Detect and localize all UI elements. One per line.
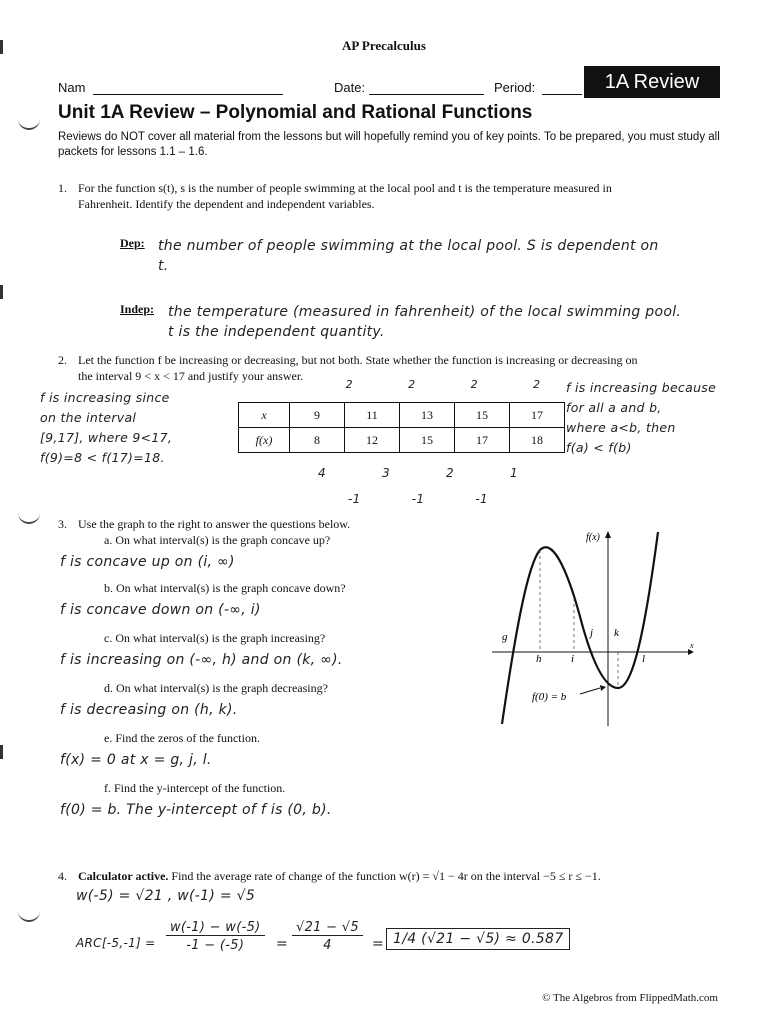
q1-prompt-line1: For the function s(t), s is the number of people swimming at the local pool and t is the temperature measured in: [78, 181, 612, 195]
equals-sign: =: [276, 936, 289, 952]
q3-part-question: [104, 730, 524, 746]
note-line: f(9)=8 < f(17)=18.: [40, 450, 165, 465]
q1-indep-answer-line1: the temperature (measured in fahrenheit) of the local swimming pool.: [168, 304, 682, 320]
fraction-denominator: -1 − (-5): [186, 938, 245, 953]
q3-part: [60, 780, 524, 830]
part-question-text: Find the y-intercept of the function.: [114, 781, 286, 795]
table-row: [239, 403, 565, 428]
date-label: Date:: [334, 80, 366, 95]
part-question-text: On what interval(s) is the graph concave up?: [115, 533, 331, 547]
margin-curl: [18, 512, 40, 524]
q2-first-differences: [318, 466, 518, 480]
note-line: f(a) < f(b): [566, 440, 632, 455]
margin-curl: [18, 910, 40, 922]
q4-work-values: w(-5) = √21 , w(-1) = √5: [76, 888, 256, 904]
note-line: where a<b, then: [566, 420, 676, 435]
q1-dep-answer-line2: t.: [158, 258, 169, 274]
q3-graph: [482, 528, 698, 733]
part-letter: a.: [104, 533, 113, 547]
q2-prompt-line1: Let the function f be increasing or decreasing, but not both. State whether the function is increasing or decreasing on: [78, 353, 638, 367]
note-line: for all a and b,: [566, 400, 662, 415]
part-question-text: On what interval(s) is the graph increasing?: [115, 631, 326, 645]
q3-part-answer: f(0) = b. The y-intercept of f is (0, b).: [60, 802, 332, 818]
note-line: [9,17], where 9<17,: [40, 430, 173, 445]
first-diff: 1: [510, 466, 518, 480]
intro-text: Reviews do NOT cover all material from the lessons but will hopefully remind you of key points. To be prepared, you must study all packets for lessons 1.1 – 1.6.: [58, 131, 720, 158]
table-cell: 15: [400, 428, 455, 453]
k-label: k: [614, 627, 619, 639]
date-field: [334, 80, 484, 95]
q3-prompt: Use the graph to the right to answer the questions below.: [78, 517, 351, 531]
q1-indep-answer-line2: t is the independent quantity.: [168, 324, 385, 340]
q1-prompt-line2: Fahrenheit. Identify the dependent and independent variables.: [78, 197, 375, 211]
h-label: h: [536, 653, 542, 665]
q4-prompt-text: Find the average rate of change of the function w(r) = √1 − 4r on the interval −5 ≤ r ≤ −1.: [171, 869, 601, 883]
table-cell: 13: [400, 403, 455, 428]
q3-part-question: [104, 630, 524, 646]
y-axis-label: f(x): [586, 532, 600, 543]
name-field: [58, 80, 283, 95]
part-question-text: On what interval(s) is the graph concave down?: [116, 581, 346, 595]
q4-boxed-answer: 1/4 (√21 − √5) ≈ 0.587: [386, 928, 570, 950]
q4-number: 4.: [58, 869, 67, 883]
q2-number: 2.: [58, 353, 67, 367]
fraction-numerator: √21 − √5: [292, 920, 363, 936]
intercept-arrow: [580, 688, 600, 694]
q1-indep-label: Indep:: [120, 302, 155, 316]
scan-margin-mark: [0, 745, 3, 759]
q3-part-question: [104, 532, 524, 548]
name-label: Nam: [58, 80, 86, 95]
x-diff: 2: [408, 378, 416, 391]
q3-number: 3.: [58, 517, 67, 531]
first-diff: 3: [382, 466, 390, 480]
period-field: [494, 80, 582, 95]
q1-prompt: [78, 180, 728, 212]
x-diff: 2: [533, 378, 541, 391]
q1-dep-label: Dep:: [120, 236, 145, 250]
note-line: f is increasing since: [40, 390, 170, 405]
q3-part-question: [104, 780, 524, 796]
q3-part-question: [104, 580, 524, 596]
review-badge: 1A Review: [584, 66, 720, 98]
q4-prompt: [78, 868, 738, 884]
part-letter: b.: [104, 581, 113, 595]
table-cell: 18: [510, 428, 565, 453]
date-underline: [369, 82, 484, 95]
table-header-fx: f(x): [239, 428, 290, 453]
part-letter: f.: [104, 781, 111, 795]
q3-part-answer: f is decreasing on (h, k).: [60, 702, 238, 718]
table-cell: 11: [345, 403, 400, 428]
y-intercept-label: f(0) = b: [532, 691, 567, 703]
table-cell: 9: [290, 403, 345, 428]
q3-part-question: [104, 680, 524, 696]
q3-part: [60, 580, 524, 630]
table-header-x: x: [239, 403, 290, 428]
table-cell: 17: [455, 428, 510, 453]
q3-parts: [60, 532, 524, 830]
x-diff: 2: [470, 378, 478, 391]
cubic-graph: [482, 528, 698, 728]
q4-fraction-2: [292, 920, 363, 953]
y-axis-arrow: [605, 531, 611, 538]
fraction-numerator: w(-1) − w(-5): [166, 920, 265, 936]
scan-margin-mark: [0, 285, 3, 299]
table-cell: 8: [290, 428, 345, 453]
x-diff: 2: [345, 378, 353, 391]
part-letter: e.: [104, 731, 113, 745]
period-label: Period:: [494, 80, 536, 95]
second-diff: -1: [411, 492, 425, 506]
unit-title: Unit 1A Review – Polynomial and Rational Functions: [58, 102, 533, 123]
equals-sign: =: [372, 936, 385, 952]
function-curve: [502, 532, 658, 724]
g-label: g: [502, 631, 508, 643]
q3-part: [60, 730, 524, 780]
q3-part-answer: f is concave up on (i, ∞): [60, 554, 235, 570]
second-diff: -1: [475, 492, 488, 506]
q4-fraction-1: [166, 920, 265, 953]
table-cell: 12: [345, 428, 400, 453]
q3-part: [60, 630, 524, 680]
q3-part-answer: f is increasing on (-∞, h) and on (k, ∞).: [60, 652, 343, 668]
period-underline: [542, 82, 582, 95]
intercept-arrowhead: [600, 685, 606, 691]
part-question-text: Find the zeros of the function.: [115, 731, 260, 745]
table-cell: 15: [455, 403, 510, 428]
margin-curl: [18, 118, 40, 130]
q1-dep-answer: [158, 236, 718, 276]
course-title: AP Precalculus: [342, 38, 426, 53]
part-question-text: On what interval(s) is the graph decreasing?: [116, 681, 328, 695]
q3-part: [60, 532, 524, 580]
note-line: f is increasing because: [566, 380, 717, 395]
q1-indep-answer: [168, 302, 728, 342]
q1-dep-answer-line1: the number of people swimming at the local pool. S is dependent on: [158, 238, 659, 254]
name-underline: [93, 82, 283, 95]
q3-part-answer: f(x) = 0 at x = g, j, l.: [60, 752, 212, 768]
q2-x-differences: [318, 378, 568, 391]
l-label: l: [642, 653, 646, 665]
first-diff: 2: [446, 466, 454, 480]
q2-second-differences: [348, 492, 488, 506]
table-row: [239, 428, 565, 453]
j-label: j: [590, 627, 594, 639]
second-diff: -1: [348, 492, 361, 506]
note-line: on the interval: [40, 410, 137, 425]
q4-calculator-note: Calculator active.: [78, 869, 169, 883]
part-letter: d.: [104, 681, 113, 695]
footer-copyright: © The Algebros from FlippedMath.com: [542, 992, 718, 1004]
table-cell: 17: [510, 403, 565, 428]
q2-value-table: [238, 402, 565, 453]
q3-part: [60, 680, 524, 730]
part-letter: c.: [104, 631, 113, 645]
q2-right-note: [566, 378, 716, 458]
i-label: i: [571, 653, 575, 665]
q2-prompt-line2: the interval 9 < x < 17 and justify your answer.: [78, 369, 304, 383]
q1-number: 1.: [58, 181, 67, 195]
x-axis-label: x: [690, 641, 694, 650]
fraction-denominator: 4: [323, 938, 332, 953]
first-diff: 4: [318, 466, 326, 480]
q4-arc-label: ARC[-5,-1] =: [76, 936, 156, 950]
q2-left-note: [40, 388, 172, 468]
q3-part-answer: f is concave down on (-∞, i): [60, 602, 261, 618]
